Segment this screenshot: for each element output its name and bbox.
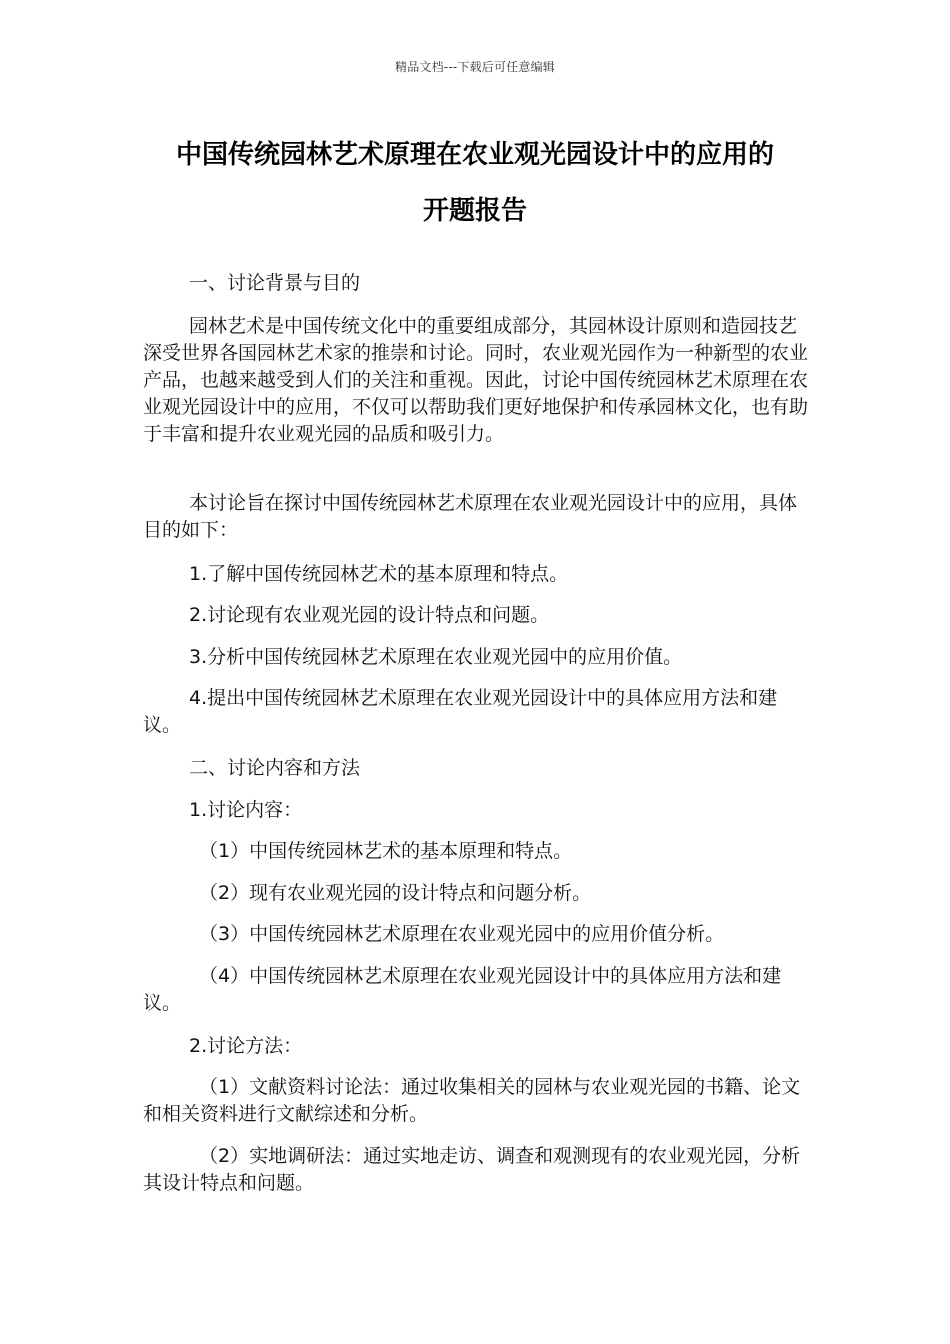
section-1-heading: 一、讨论背景与目的 (189, 272, 361, 294)
goal-item-3: 3.分析中国传统园林艺术原理在农业观光园中的应用价值。 (189, 646, 683, 668)
content-item-1: （1）中国传统园林艺术的基本原理和特点。 (199, 840, 573, 862)
content-item-4: （4）中国传统园林艺术原理在农业观光园设计中的具体应用方法和建议。 (143, 965, 782, 1014)
goal-item-1: 1.了解中国传统园林艺术的基本原理和特点。 (189, 563, 569, 585)
method-item-1: （1）文献资料讨论法：通过收集相关的园林与农业观光园的书籍、论文和相关资料进行文献综述和分析。 (143, 1076, 801, 1125)
section-1-paragraph-1: 园林艺术是中国传统文化中的重要组成部分，其园林设计原则和造园技艺深受世界各国园林艺术家的推崇和讨论。同时，农业观光园作为一种新型的农业产品，也越来越受到人们的关注和重视。因此，讨论中国传统园林艺术原理在农业观光园设计中的应用，不仅可以帮助我们更好地保护和传承园林文化，也有助于丰富和提升农业观光园的品质和吸引力。 (143, 315, 809, 445)
header-note: 精品文档---下载后可任意编辑 (395, 60, 555, 74)
page-title-line-1: 中国传统园林艺术原理在农业观光园设计中的应用的 (175, 140, 774, 170)
content-heading: 1.讨论内容： (189, 799, 303, 821)
method-item-2: （2）实地调研法：通过实地走访、调查和观测现有的农业观光园，分析其设计特点和问题。 (143, 1145, 801, 1194)
goal-item-4: 4.提出中国传统园林艺术原理在农业观光园设计中的具体应用方法和建议。 (143, 687, 778, 736)
section-1-paragraph-2: 本讨论旨在探讨中国传统园林艺术原理在农业观光园设计中的应用，具体目的如下： (143, 492, 798, 541)
page-title-line-2: 开题报告 (422, 196, 527, 226)
section-2-heading: 二、讨论内容和方法 (189, 757, 361, 779)
goal-item-2: 2.讨论现有农业观光园的设计特点和问题。 (189, 604, 550, 626)
content-item-2: （2）现有农业观光园的设计特点和问题分析。 (199, 882, 592, 904)
method-heading: 2.讨论方法： (189, 1035, 303, 1057)
content-item-3: （3）中国传统园林艺术原理在农业观光园中的应用价值分析。 (199, 923, 725, 945)
